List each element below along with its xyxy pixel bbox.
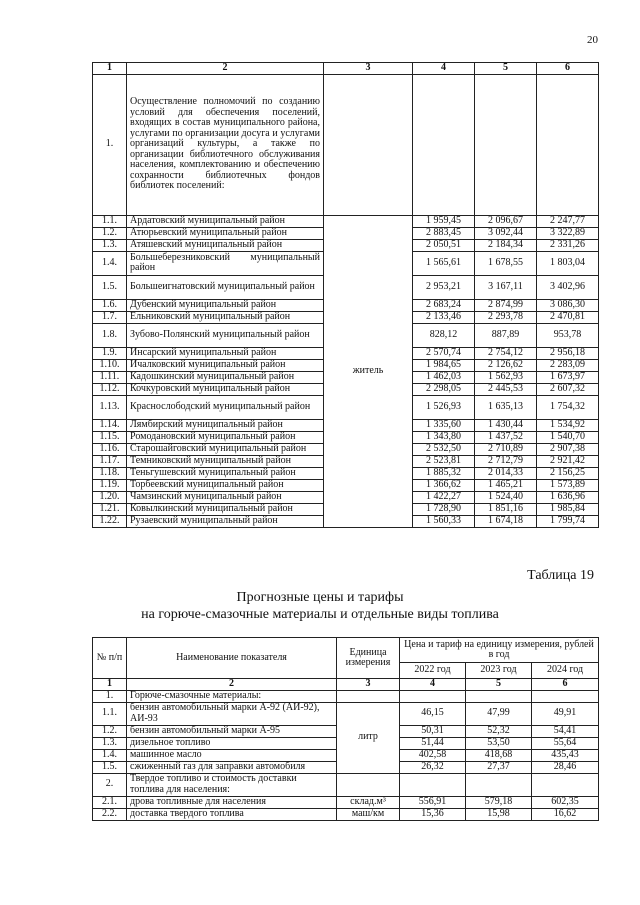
district-name: Ичалковский муниципальный район — [127, 359, 324, 371]
row-number: 2.1. — [93, 796, 127, 808]
district-name: Атяшевский муниципальный район — [127, 239, 324, 251]
district-name: Большеигнатовский муниципальный район — [127, 275, 324, 299]
value-2023: 1 562,93 — [475, 371, 537, 383]
district-name: Ковылкинский муниципальный район — [127, 503, 324, 515]
column-number: 6 — [532, 679, 599, 691]
value-2022: 2 683,24 — [413, 299, 475, 311]
row-number: 2. — [93, 773, 127, 796]
unit-cell — [337, 690, 400, 702]
district-name: Теньгушевский муниципальный район — [127, 467, 324, 479]
district-name: Дубенский муниципальный район — [127, 299, 324, 311]
value-2022: 2 532,50 — [413, 443, 475, 455]
row-number: 1.8. — [93, 323, 127, 347]
value-2024: 1 534,92 — [537, 419, 599, 431]
district-name: Ромодановский муниципальный район — [127, 431, 324, 443]
value-2022: 1 335,60 — [413, 419, 475, 431]
value-2024: 1 673,97 — [537, 371, 599, 383]
value-2024: 1 754,32 — [537, 395, 599, 419]
district-name: Темниковский муниципальный район — [127, 455, 324, 467]
header-year: 2022 год — [400, 663, 466, 679]
row-number: 1.17. — [93, 455, 127, 467]
value-2024: 1 799,74 — [537, 515, 599, 527]
page-number: 20 — [587, 34, 598, 46]
value-2023: 887,89 — [475, 323, 537, 347]
value-2022: 1 366,62 — [413, 479, 475, 491]
district-name: Ельниковский муниципальный район — [127, 311, 324, 323]
row-number: 1.11. — [93, 371, 127, 383]
row-number: 1.12. — [93, 383, 127, 395]
value-2022: 1 422,27 — [413, 491, 475, 503]
value-2022: 402,58 — [400, 749, 466, 761]
value-2022: 1 462,03 — [413, 371, 475, 383]
value-2023: 579,18 — [466, 796, 532, 808]
unit-cell — [337, 773, 400, 796]
value-2023: 1 851,16 — [475, 503, 537, 515]
table-row — [93, 773, 599, 796]
row-number: 1.5. — [93, 275, 127, 299]
value-2023: 1 635,13 — [475, 395, 537, 419]
row-number: 1.14. — [93, 419, 127, 431]
indicator-name: дизельное топливо — [127, 737, 337, 749]
indicator-name: бензин автомобильный марки А-95 — [127, 725, 337, 737]
value-2022: 2 133,46 — [413, 311, 475, 323]
row-number: 1.13. — [93, 395, 127, 419]
table-label: Таблица 19 — [527, 568, 594, 583]
value-2024: 2 247,77 — [537, 215, 599, 227]
value-2023 — [466, 773, 532, 796]
fuel-prices-table — [92, 637, 599, 821]
value-2024: 2 283,09 — [537, 359, 599, 371]
value-2024: 2 907,38 — [537, 443, 599, 455]
column-number: 4 — [413, 63, 475, 75]
row-number: 1.19. — [93, 479, 127, 491]
value-2024 — [532, 773, 599, 796]
indicator-name: Горюче-смазочные материалы: — [127, 690, 337, 702]
district-name: Рузаевский муниципальный район — [127, 515, 324, 527]
header-price: Цена и тариф на единицу измерения, рублей в год — [400, 638, 599, 663]
value-2024: 3 402,96 — [537, 275, 599, 299]
header-no: № п/п — [93, 638, 127, 679]
row-number: 1.3. — [93, 737, 127, 749]
row-number: 1.7. — [93, 311, 127, 323]
district-name: Старошайговский муниципальный район — [127, 443, 324, 455]
value-2023: 1 678,55 — [475, 251, 537, 275]
value-2024: 2 956,18 — [537, 347, 599, 359]
value-2023: 2 445,53 — [475, 383, 537, 395]
column-number: 3 — [337, 679, 400, 691]
indicator-name: дрова топливные для населения — [127, 796, 337, 808]
column-number: 5 — [466, 679, 532, 691]
value-2023: 2 710,89 — [475, 443, 537, 455]
value-2023: 1 524,40 — [475, 491, 537, 503]
value-2024: 2 470,81 — [537, 311, 599, 323]
value-2023: 2 754,12 — [475, 347, 537, 359]
value-2023: 2 293,78 — [475, 311, 537, 323]
row-number: 1.1. — [93, 702, 127, 725]
value-2023: 27,37 — [466, 761, 532, 773]
value-2024: 1 540,70 — [537, 431, 599, 443]
value-2024: 55,64 — [532, 737, 599, 749]
value-2022: 2 570,74 — [413, 347, 475, 359]
column-number: 1 — [93, 679, 127, 691]
row-number: 2.2. — [93, 808, 127, 820]
unit-cell: склад.м³ — [337, 796, 400, 808]
district-name: Атюрьевский муниципальный район — [127, 227, 324, 239]
unit-cell: житель — [324, 215, 413, 527]
value-2022: 1 565,61 — [413, 251, 475, 275]
value-2023: 2 096,67 — [475, 215, 537, 227]
indicator-name: бензин автомобильный марки А-92 (АИ-92), АИ-93 — [127, 702, 337, 725]
value-2023: 15,98 — [466, 808, 532, 820]
value-2023: 2 184,34 — [475, 239, 537, 251]
column-numbers-row — [93, 679, 599, 691]
column-number: 2 — [127, 679, 337, 691]
row-number: 1.4. — [93, 251, 127, 275]
value-2022: 2 883,45 — [413, 227, 475, 239]
value-2022: 46,15 — [400, 702, 466, 725]
header-name: Наименование показателя — [127, 638, 337, 679]
row-number: 1.20. — [93, 491, 127, 503]
value-2023: 2 874,99 — [475, 299, 537, 311]
indicator-name: Твердое топливо и стоимость доставки топлива для населения: — [127, 773, 337, 796]
table-header-row — [93, 63, 599, 75]
table-row — [93, 702, 599, 725]
municipal-rates-table — [92, 62, 599, 528]
district-name: Инсарский муниципальный район — [127, 347, 324, 359]
group-number: 1. — [93, 74, 127, 215]
row-number: 1.1. — [93, 215, 127, 227]
district-name: Кочкуровский муниципальный район — [127, 383, 324, 395]
value-2024: 54,41 — [532, 725, 599, 737]
indicator-name: сжиженный газ для заправки автомобиля — [127, 761, 337, 773]
value-2024: 3 322,89 — [537, 227, 599, 239]
column-number: 1 — [93, 63, 127, 75]
header-unit: Единица измерения — [337, 638, 400, 679]
value-2023: 47,99 — [466, 702, 532, 725]
value-2024: 28,46 — [532, 761, 599, 773]
value-2024: 1 573,89 — [537, 479, 599, 491]
row-number: 1.2. — [93, 725, 127, 737]
group-row — [93, 74, 599, 215]
value-2024: 2 156,25 — [537, 467, 599, 479]
value-2022 — [400, 773, 466, 796]
value-2024: 3 086,30 — [537, 299, 599, 311]
value-2022: 556,91 — [400, 796, 466, 808]
value-2024: 2 921,42 — [537, 455, 599, 467]
column-number: 4 — [400, 679, 466, 691]
row-number: 1.22. — [93, 515, 127, 527]
table-row — [93, 808, 599, 820]
value-2023: 3 167,11 — [475, 275, 537, 299]
value-2023: 1 465,21 — [475, 479, 537, 491]
table-header-row — [93, 638, 599, 663]
row-number: 1.16. — [93, 443, 127, 455]
value-2022: 1 959,45 — [413, 215, 475, 227]
value-2022: 1 343,80 — [413, 431, 475, 443]
row-number: 1.21. — [93, 503, 127, 515]
value-2024 — [532, 690, 599, 702]
value-2022: 26,32 — [400, 761, 466, 773]
value-2024: 602,35 — [532, 796, 599, 808]
value-2023: 53,50 — [466, 737, 532, 749]
value-2022: 1 885,32 — [413, 467, 475, 479]
value-2023: 1 437,52 — [475, 431, 537, 443]
row-number: 1.15. — [93, 431, 127, 443]
table-row — [93, 796, 599, 808]
district-name: Кадошкинский муниципальный район — [127, 371, 324, 383]
value-2023: 2 712,79 — [475, 455, 537, 467]
row-number: 1.2. — [93, 227, 127, 239]
district-name: Краснослободский муниципальный район — [127, 395, 324, 419]
value-2024: 1 636,96 — [537, 491, 599, 503]
value-2022: 828,12 — [413, 323, 475, 347]
value-2024: 49,91 — [532, 702, 599, 725]
unit-cell: литр — [337, 702, 400, 773]
value-2023: 52,32 — [466, 725, 532, 737]
row-number: 1.18. — [93, 467, 127, 479]
row-number: 1.5. — [93, 761, 127, 773]
value-2023: 2 014,33 — [475, 467, 537, 479]
district-name: Большеберезниковский муниципальный район — [127, 251, 324, 275]
district-name: Чамзинский муниципальный район — [127, 491, 324, 503]
value-2024: 435,43 — [532, 749, 599, 761]
district-name: Ардатовский муниципальный район — [127, 215, 324, 227]
value-2022: 1 526,93 — [413, 395, 475, 419]
indicator-name: доставка твердого топлива — [127, 808, 337, 820]
value-2023: 1 430,44 — [475, 419, 537, 431]
table-title-line2: на горюче-смазочные материалы и отдельные виды топлива — [141, 607, 499, 622]
value-2023: 3 092,44 — [475, 227, 537, 239]
value-2024: 2 607,32 — [537, 383, 599, 395]
row-number: 1.10. — [93, 359, 127, 371]
value-2022: 2 298,05 — [413, 383, 475, 395]
district-name: Зубово-Полянский муниципальный район — [127, 323, 324, 347]
district-name: Торбеевский муниципальный район — [127, 479, 324, 491]
value-2022: 51,44 — [400, 737, 466, 749]
row-number: 1.9. — [93, 347, 127, 359]
value-2024: 1 803,04 — [537, 251, 599, 275]
column-number: 6 — [537, 63, 599, 75]
table-row — [93, 690, 599, 702]
table-title-line1: Прогнозные цены и тарифы — [236, 590, 404, 605]
header-year: 2024 год — [532, 663, 599, 679]
value-2022: 1 728,90 — [413, 503, 475, 515]
value-2024: 953,78 — [537, 323, 599, 347]
row-number: 1.6. — [93, 299, 127, 311]
indicator-name: машинное масло — [127, 749, 337, 761]
column-number: 2 — [127, 63, 324, 75]
value-2022: 2 523,81 — [413, 455, 475, 467]
value-2022 — [400, 690, 466, 702]
column-number: 5 — [475, 63, 537, 75]
value-2022: 1 560,33 — [413, 515, 475, 527]
value-2022: 2 953,21 — [413, 275, 475, 299]
district-name: Лямбирский муниципальный район — [127, 419, 324, 431]
header-year: 2023 год — [466, 663, 532, 679]
row-number: 1. — [93, 690, 127, 702]
value-2024: 1 985,84 — [537, 503, 599, 515]
value-2024: 2 331,26 — [537, 239, 599, 251]
table-row — [93, 215, 599, 227]
value-2023: 2 126,62 — [475, 359, 537, 371]
row-number: 1.3. — [93, 239, 127, 251]
value-2023 — [466, 690, 532, 702]
column-number: 3 — [324, 63, 413, 75]
value-2023: 1 674,18 — [475, 515, 537, 527]
value-2022: 15,36 — [400, 808, 466, 820]
value-2024: 16,62 — [532, 808, 599, 820]
row-number: 1.4. — [93, 749, 127, 761]
unit-cell: маш/км — [337, 808, 400, 820]
value-2022: 1 984,65 — [413, 359, 475, 371]
value-2023: 418,68 — [466, 749, 532, 761]
value-2022: 2 050,51 — [413, 239, 475, 251]
group-label: Осуществление полномочий по созданию условий для обеспечения поселений, входящих в состав муниципального района, услугами по организации досуга и услугами организаций культуры, а также по организации библиотечного обслуживания населения, комплектованию и обеспечению сохранности библиотечных фондов библиотек поселений: — [127, 74, 324, 215]
value-2022: 50,31 — [400, 725, 466, 737]
